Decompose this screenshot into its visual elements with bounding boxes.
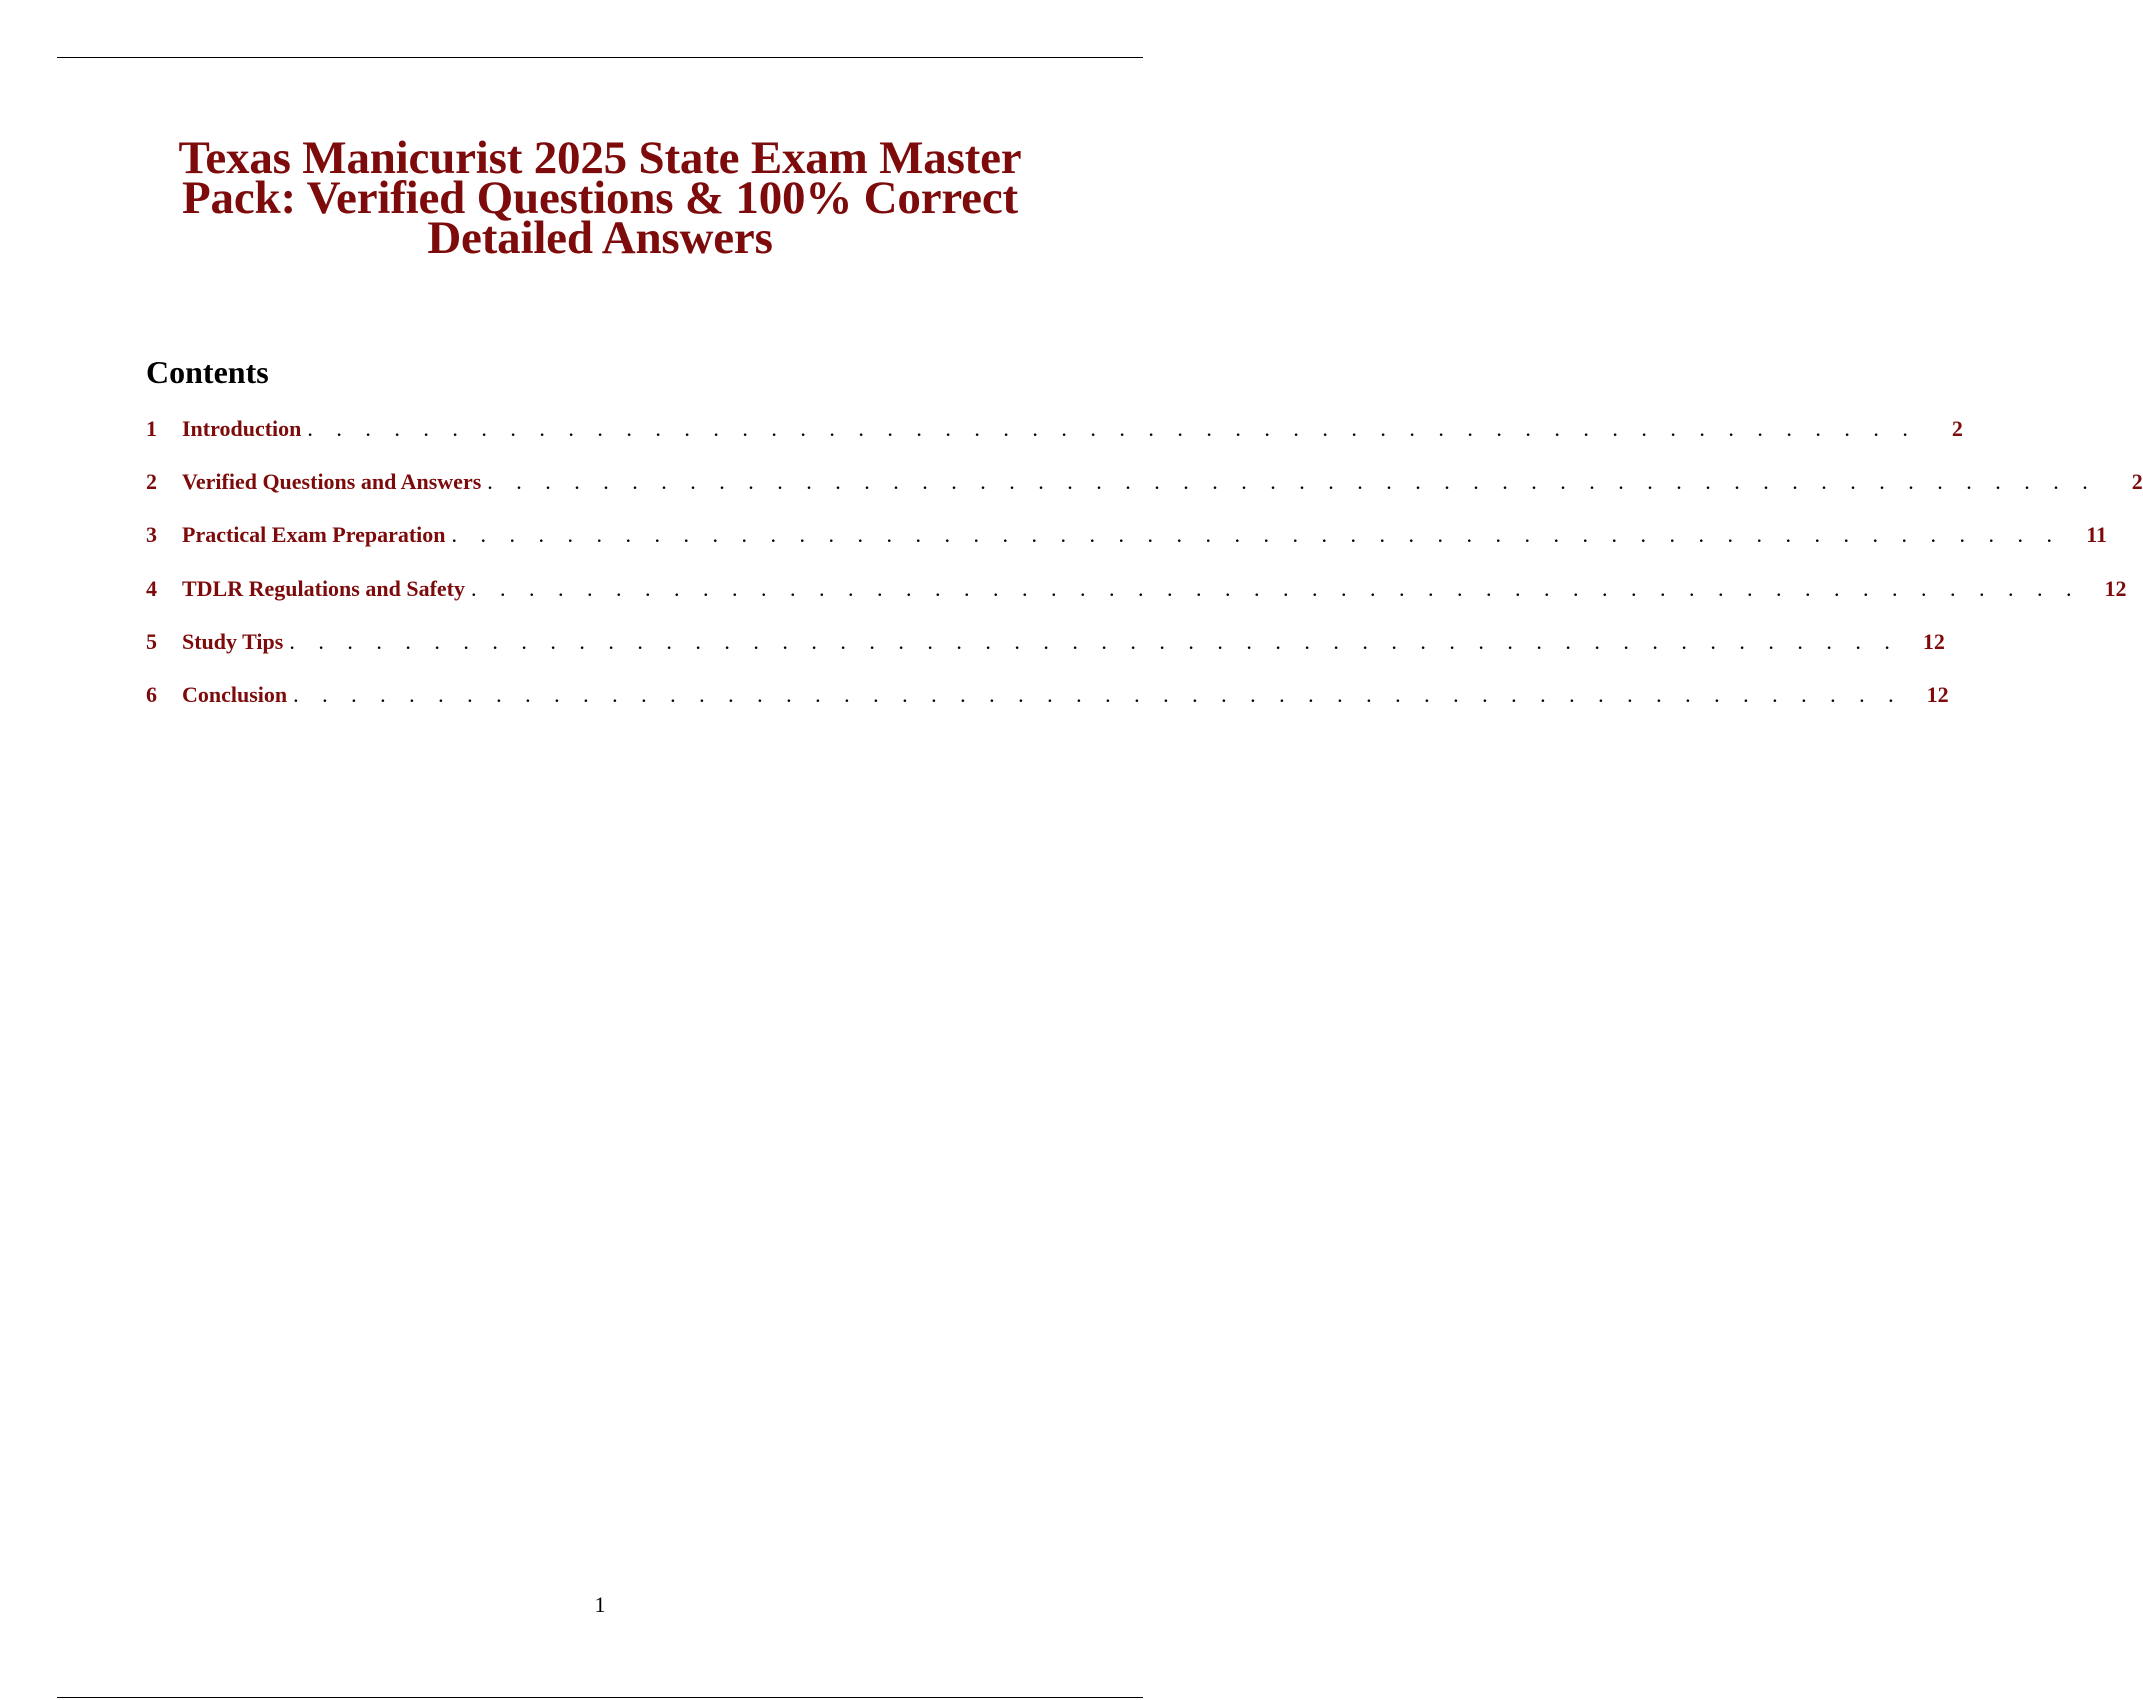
toc-entry-number: 3 <box>146 522 157 548</box>
toc-entry-verified-questions[interactable] <box>146 467 2143 520</box>
toc-entry-title: Introduction <box>182 416 302 441</box>
toc-entry-page: 11 <box>2086 522 2108 548</box>
toc-entry-number: 1 <box>146 416 157 441</box>
toc-entry-study-tips[interactable] <box>146 627 1945 680</box>
toc-entry-conclusion[interactable] <box>146 680 1949 733</box>
document-title: Texas Manicurist 2025 State Exam Master Pack: Verified Questions & 100% Correct Detailed Answers <box>178 132 1022 264</box>
toc-entry-number: 6 <box>146 681 157 707</box>
footer-rule <box>57 1697 1143 1698</box>
toc-entry-number: 4 <box>146 575 157 601</box>
toc-entry-title: Practical Exam Preparation <box>182 522 446 548</box>
toc-leader-dots: . . . . . . . . . . . . . . . . . . . . . . . . . . . . . . . . . . . . . . . . . . . . . . . . . . . . . . . . <box>470 575 2081 601</box>
toc-entry-title: Conclusion <box>182 681 288 707</box>
page-number: 1 <box>594 1592 606 1617</box>
toc-entry-page: 12 <box>1922 628 1945 654</box>
toc-entry-introduction[interactable] <box>146 414 1963 467</box>
toc-leader-dots: . . . . . . . . . . . . . . . . . . . . . . . . . . . . . . . . . . . . . . . . . . . . . . . . . . . . . . . . <box>307 416 1917 441</box>
toc-entry-tdlr-regulations[interactable] <box>146 574 2127 627</box>
toc-entry-page: 2 <box>1951 416 1963 441</box>
toc-entry-practical-exam[interactable] <box>146 520 2108 573</box>
contents-heading: Contents <box>146 354 269 390</box>
toc-entry-page: 12 <box>1926 681 1949 707</box>
toc-leader-dots: . . . . . . . . . . . . . . . . . . . . . . . . . . . . . . . . . . . . . . . . . . . . . . . . . . . . . . . . <box>451 522 2062 548</box>
toc-entry-page: 2 <box>2131 469 2143 495</box>
toc-entry-title: TDLR Regulations and Safety <box>182 575 465 601</box>
toc-entry-page: 12 <box>2104 575 2127 601</box>
toc-entry-number: 5 <box>146 628 157 654</box>
toc-entry-number: 2 <box>146 469 157 495</box>
toc-leader-dots: . . . . . . . . . . . . . . . . . . . . . . . . . . . . . . . . . . . . . . . . . . . . . . . . . . . . . . . . <box>289 628 1899 654</box>
table-of-contents <box>146 414 2143 733</box>
toc-leader-dots: . . . . . . . . . . . . . . . . . . . . . . . . . . . . . . . . . . . . . . . . . . . . . . . . . . . . . . . . <box>487 469 2097 495</box>
toc-entry-title: Verified Questions and Answers <box>182 469 482 495</box>
toc-entry-title: Study Tips <box>182 628 284 654</box>
header-rule <box>57 57 1143 58</box>
toc-leader-dots: . . . . . . . . . . . . . . . . . . . . . . . . . . . . . . . . . . . . . . . . . . . . . . . . . . . . . . . . <box>293 681 1903 707</box>
